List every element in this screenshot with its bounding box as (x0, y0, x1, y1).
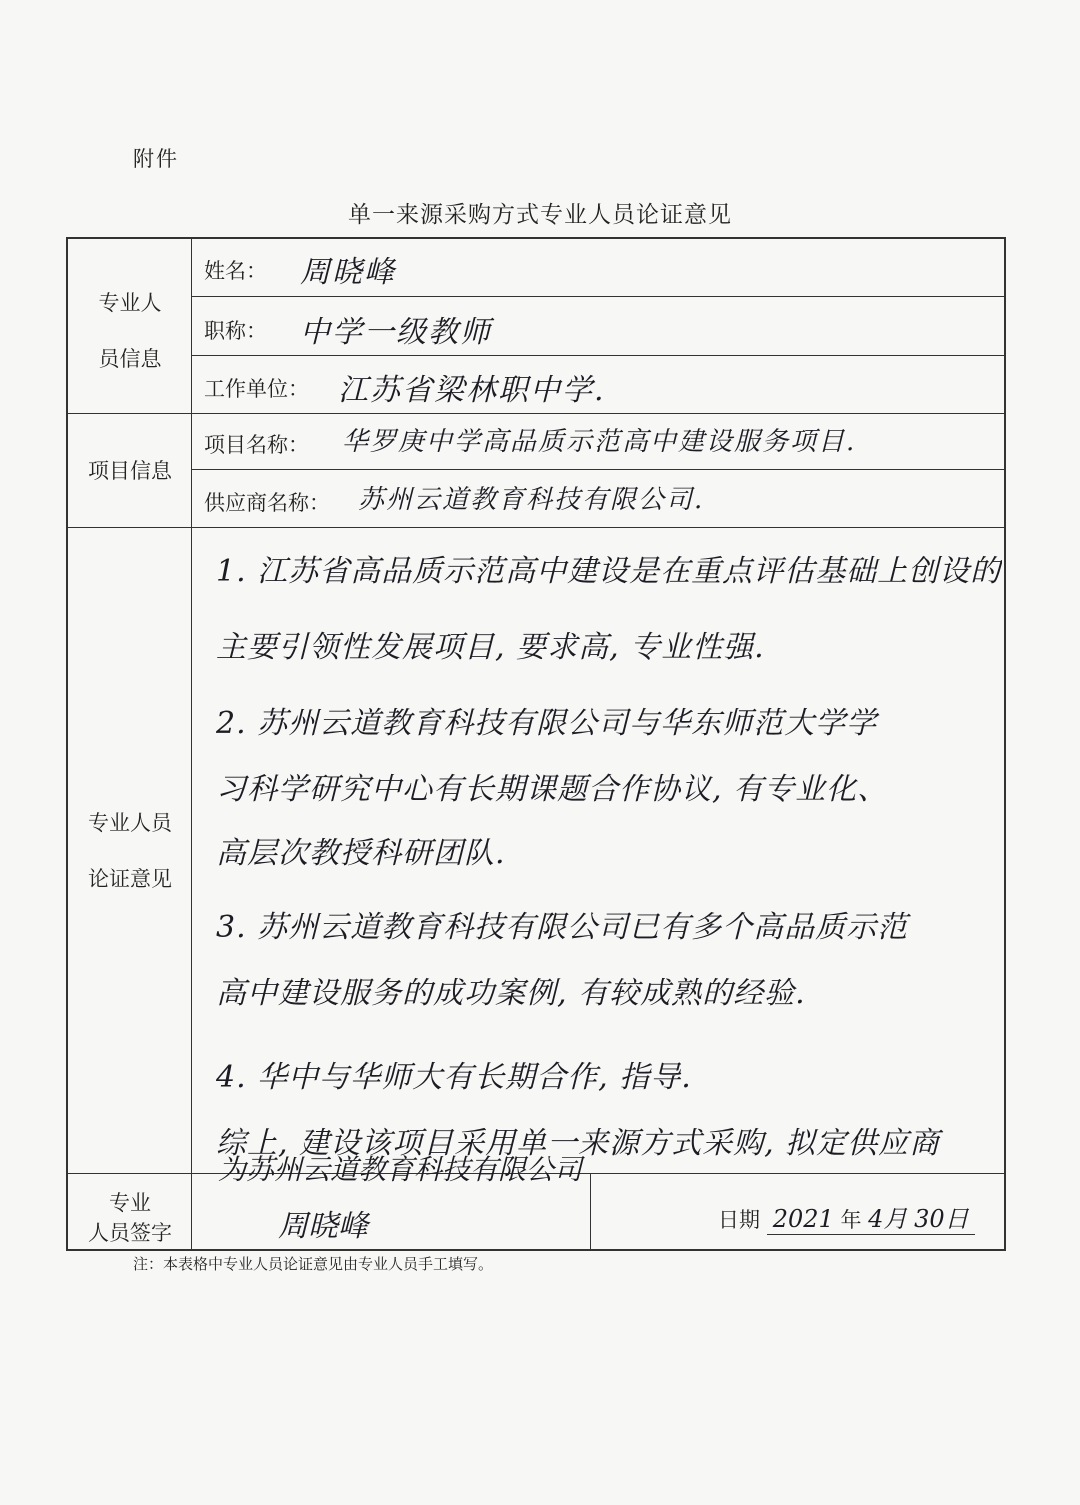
date-year-char: 年 (840, 1208, 862, 1232)
opinion-line: 综上, 建设该项目采用单一来源方式采购, 拟定供应商 (216, 1126, 941, 1161)
section-label-signature-2: 人员签字 (88, 1221, 172, 1245)
section-divider (68, 527, 1004, 528)
opinion-text (216, 541, 1002, 1175)
date-year: 2021 (772, 1205, 834, 1233)
attachment-label: 附件 (133, 147, 179, 171)
opinion-line: 4. 华中与华师大有长期合作, 指导. (216, 1060, 692, 1095)
row-divider (192, 469, 1004, 470)
opinion-line: 高中建设服务的成功案例, 有较成熟的经验. (216, 976, 806, 1011)
opinion-line: 3. 苏州云道教育科技有限公司已有多个高品质示范 (216, 910, 909, 945)
row-divider (192, 296, 1004, 297)
opinion-line: 习科学研究中心有长期课题合作协议, 有专业化、 (216, 772, 889, 807)
job-title-label: 职称： (204, 319, 267, 343)
opinion-line: 1. 江苏省高品质示范高中建设是在重点评估基础上创设的 (216, 554, 1002, 589)
date-month: 4月 (868, 1205, 908, 1233)
work-unit-value: 江苏省梁林职中学. (338, 373, 606, 408)
opinion-line: 高层次教授科研团队. (216, 836, 506, 871)
section-label-signature-1: 专业 (109, 1191, 151, 1215)
section-divider (68, 413, 1004, 414)
name-value: 周晓峰 (300, 255, 396, 290)
section-label-opinion-1: 专业人员 (88, 811, 172, 835)
section-label-project: 项目信息 (88, 459, 172, 483)
supplier-label: 供应商名称： (204, 491, 330, 515)
opinion-line: 主要引领性发展项目, 要求高, 专业性强. (216, 630, 765, 665)
supplier-value: 苏州云道教育科技有限公司. (358, 485, 705, 515)
section-label-personnel-2: 员信息 (98, 347, 162, 371)
row-divider (192, 355, 1004, 356)
work-unit-label: 工作单位： (204, 377, 309, 401)
date-label: 日期 (718, 1208, 760, 1232)
opinion-line: 2. 苏州云道教育科技有限公司与华东师范大学学 (216, 706, 878, 741)
opinion-overflow-line: 为苏州云道教育科技有限公司 (218, 1153, 583, 1186)
project-name-label: 项目名称： (204, 433, 309, 457)
section-label-opinion-2: 论证意见 (88, 867, 172, 891)
name-label: 姓名： (204, 259, 267, 283)
job-title-value: 中学一级教师 (300, 315, 492, 350)
column-divider (191, 239, 192, 1249)
form-title: 单一来源采购方式专业人员论证意见 (348, 202, 732, 228)
footnote: 注：本表格中专业人员论证意见由专业人员手工填写。 (133, 1255, 494, 1273)
column-divider (590, 1173, 591, 1249)
date-day: 30日 (914, 1205, 969, 1233)
signature-date (718, 1199, 975, 1235)
project-name-value: 华罗庚中学高品质示范高中建设服务项目. (342, 427, 857, 457)
handwritten-signature: 周晓峰 (278, 1209, 368, 1244)
argument-form-table (66, 237, 1006, 1251)
section-label-personnel-1: 专业人 (98, 291, 162, 315)
